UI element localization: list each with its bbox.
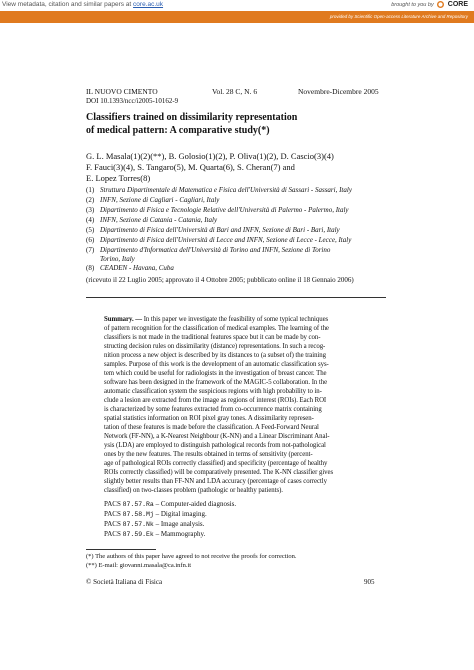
pacs-code: 87.57.Ra xyxy=(122,501,154,508)
abstract-divider xyxy=(86,297,386,298)
abstract-line: tation of these features is made before the classification. A Feed-Forward Neural xyxy=(104,424,319,431)
paper-title-line-2: of medical pattern: A comparative study(*) xyxy=(86,125,270,136)
affiliation-text: Torino, Italy xyxy=(100,255,135,263)
abstract-line: is characterized by some features extracted from co-occurrence matrix containing xyxy=(104,406,322,413)
core-logo-icon xyxy=(437,1,444,8)
abstract-text: In this paper we investigate the feasibility of some typical techniques xyxy=(143,316,329,323)
abstract-line: ones by the new features. The results obtained in terms of sensitivity (percent- xyxy=(104,451,313,458)
core-brand-area[interactable] xyxy=(391,1,468,8)
affiliation xyxy=(86,196,219,204)
abstract-line: Network (FF-NN), a K-Nearest Neighbour (K-NN) and a Linear Discriminant Anal- xyxy=(104,433,330,440)
pacs-code: 87.58.Mj xyxy=(122,511,154,518)
pacs-entry xyxy=(104,500,236,508)
core-metadata-text: View metadata, citation and similar papers at xyxy=(2,1,132,8)
abstract-line xyxy=(104,316,328,323)
copyright-society: © Società Italiana di Fisica xyxy=(86,578,163,586)
core-metadata-link[interactable] xyxy=(2,1,163,8)
footnote-divider xyxy=(86,549,156,550)
affiliation-number: (1) xyxy=(86,186,95,194)
pacs-code: 87.57.Nk xyxy=(122,521,154,528)
affiliation-number: (4) xyxy=(86,216,95,224)
authors-line-3: E. Lopez Torres(8) xyxy=(86,173,151,183)
footnote-email: (**) E-mail: giovanni.masala@ca.infn.it xyxy=(86,562,192,569)
affiliation xyxy=(86,186,352,194)
affiliation-number: (2) xyxy=(86,196,95,204)
affiliation xyxy=(86,246,330,254)
pacs-prefix: PACS xyxy=(104,500,121,508)
pacs-description: – Digital imaging. xyxy=(155,510,207,518)
affiliation-text: Struttura Dipartimentale di Matematica e Fisica dell'Università di Sassari - Sassari, Italy xyxy=(100,186,352,194)
affiliation-number: (5) xyxy=(86,226,95,234)
abstract-label: Summary. — xyxy=(104,316,143,323)
abstract-line: classified) on two-classes problem (pathologic or healthy patients). xyxy=(104,487,283,494)
affiliation-text: Dipartimento di Fisica e Tecnologie Relative dell'Università di Palermo - Palermo, Italy xyxy=(100,206,349,214)
journal-date: Novembre-Dicembre 2005 xyxy=(298,87,379,96)
pacs-entry xyxy=(104,510,207,518)
pacs-prefix: PACS xyxy=(104,510,121,518)
received-dates: (ricevuto il 22 Luglio 2005; approvato il 4 Ottobre 2005; pubblicato online il 18 Gennaio 2006) xyxy=(86,276,354,284)
affiliation-number: (6) xyxy=(86,236,95,244)
affiliation-number: (8) xyxy=(86,264,95,272)
affiliation-text: INFN, Sezione di Catania - Catania, Italy xyxy=(100,216,218,224)
abstract-line: nition process a new object is described by its distances to (a subset of) the training xyxy=(104,352,326,359)
abstract-line: of pattern recognition for the classification of medical examples. The learning of the xyxy=(104,325,329,332)
affiliation-text: CEADEN - Havana, Cuba xyxy=(100,264,174,272)
abstract-line: slightly better results than FF-NN and LDA accuracy (percentage of cases correctly xyxy=(104,478,327,485)
affiliation-text: Dipartimento di Fisica dell'Università di Bari and INFN, Sezione di Bari - Bari, Italy xyxy=(100,226,340,234)
doi: DOI 10.1393/ncc/i2005-10162-9 xyxy=(86,97,179,105)
abstract-line: age of pathological ROIs correctly classified) and specificity (percentage of healthy xyxy=(104,460,328,467)
pacs-code: 87.59.Ek xyxy=(122,531,154,538)
affiliation xyxy=(86,206,349,214)
pacs-entry xyxy=(104,530,205,538)
affiliation xyxy=(86,226,340,234)
page-number: 905 xyxy=(364,578,375,586)
abstract-line: ysis (LDA) are employed to distinguish pathological records from not-pathological xyxy=(104,442,326,449)
abstract-line: spatial statistics information on ROI pixel gray tones. A dissimilarity represen- xyxy=(104,415,314,422)
core-link[interactable]: core.ac.uk xyxy=(133,1,164,8)
abstract-line: ROIs correctly classified) will be comparatively presented. The K-NN classifier gives xyxy=(104,469,334,476)
abstract-line: classifiers is not made in the traditional features space but it can be made by con- xyxy=(104,334,321,341)
journal-name: IL NUOVO CIMENTO xyxy=(86,87,158,96)
affiliation-text: Dipartimento di Fisica dell'Università di Lecce and INFN, Sezione di Lecce - Lecce, Italy xyxy=(100,236,352,244)
affiliation-text: INFN, Sezione di Cagliari - Cagliari, Italy xyxy=(100,196,220,204)
pacs-description: – Mammography. xyxy=(155,530,206,538)
authors-line-2: F. Fauci(3)(4), S. Tangaro(5), M. Quarta(6), S. Cheran(7) and xyxy=(86,162,295,172)
pacs-description: – Image analysis. xyxy=(155,520,205,528)
authors-line-1: G. L. Masala(1)(2)(**), B. Golosio(1)(2), P. Oliva(1)(2), D. Cascio(3)(4) xyxy=(86,151,334,161)
abstract-line: structing decision rules on dissimilarity (distance) representations. In such a recog- xyxy=(104,343,326,350)
abstract-line: samples. Purpose of this work is the development of an automatic classification sys- xyxy=(104,361,329,368)
pacs-description: – Computer-aided diagnosis. xyxy=(155,500,237,508)
pacs-prefix: PACS xyxy=(104,520,121,528)
abstract-line: tem which could be useful for radiologists in the investigation of breast cancer. The xyxy=(104,370,327,377)
core-provider-text: provided by Scientific Open-access Literature Archive and Repository xyxy=(329,13,468,19)
core-brand-name: CORE xyxy=(447,1,468,8)
affiliation-number: (3) xyxy=(86,206,95,214)
affiliation xyxy=(86,255,135,263)
abstract-line: automatic classification system the suspicious regions with high probability to in- xyxy=(104,388,322,395)
affiliation-text: Dipartimento d'Informatica dell'Università di Torino and INFN, Sezione di Torino xyxy=(100,246,331,254)
affiliation-number: (7) xyxy=(86,246,95,254)
pacs-prefix: PACS xyxy=(104,530,121,538)
affiliation xyxy=(86,216,217,224)
journal-volume: Vol. 28 C, N. 6 xyxy=(212,87,258,96)
core-provider-bar xyxy=(0,11,474,23)
abstract-line: clude a lesion are extracted from the image as regions of interest (ROIs). Each ROI xyxy=(104,397,327,404)
affiliation xyxy=(86,264,174,272)
paper-title-line-1: Classifiers trained on dissimilarity representation xyxy=(86,112,298,123)
footnote-proofs: (*) The authors of this paper have agreed to not receive the proofs for correction. xyxy=(86,553,297,560)
affiliation xyxy=(86,236,351,244)
abstract-line: software has been designed in the framework of the MAGIC-5 collaboration. In the xyxy=(104,379,328,386)
pacs-entry xyxy=(104,520,204,528)
brought-to-you-text: brought to you by xyxy=(391,2,434,8)
